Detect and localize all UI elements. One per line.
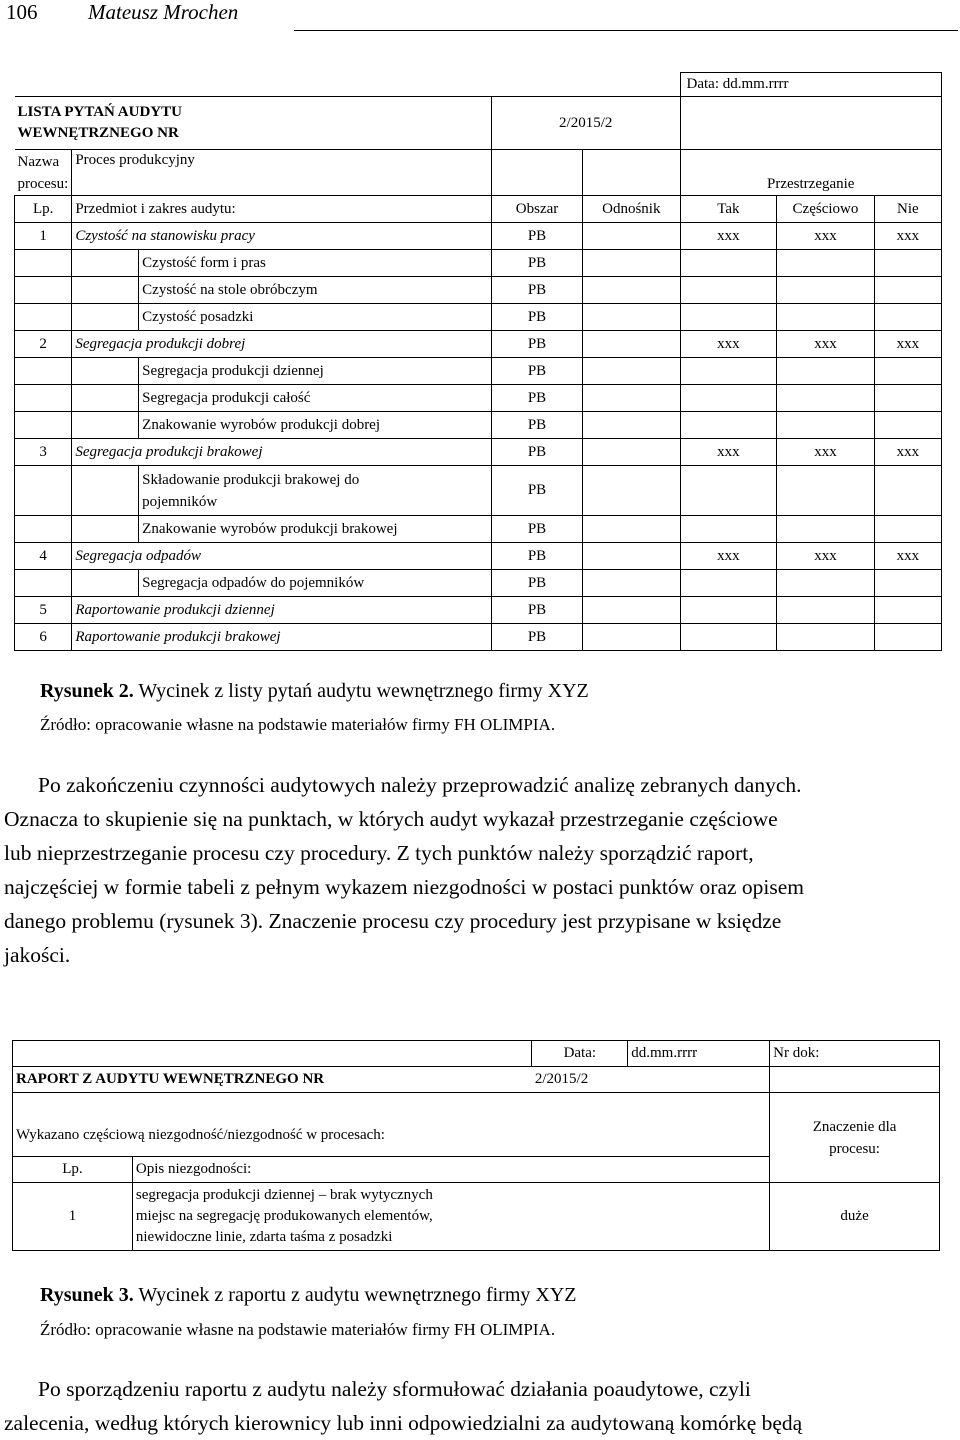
page-number: 106 [6,0,38,24]
figure-2-label: Rysunek 2. [40,680,134,702]
figure-2-caption [40,680,589,703]
table-row: Znakowanie wyrobów produkcji dobrej PB [15,412,942,439]
significance-label-2: procesu: [829,1140,880,1157]
table-row: 2 Segregacja produkcji dobrej PB xxx xxx xxx [15,331,942,358]
table-row: 6 Raportowanie produkcji brakowej PB [15,624,942,651]
compliance-label: Przestrzeganie [680,150,942,196]
body-paragraph-1: Po zakończeniu czynności audytowych należy przeprowadzić analizę zebranych danych. Oznacza to skupienie się na punktach, w których audyt wykazał przestrzeganie częściowe lub nieprzestrzeganie procesu czy procedury. Z tych punktów należy sporządzić raport, najczęściej w formie tabeli z pełnym wykazem niezgodności w postaci punktów oraz opisem danego problemu (rysunek 3). Znaczenie procesu czy procedury jest przypisane w księdze jakości. [4,773,805,967]
figure-3-title: Wycinek z raportu z audytu wewnętrznego firmy XYZ [133,1284,577,1306]
table-row: 5 Raportowanie produkcji dziennej PB [15,597,942,624]
table-row: Segregacja produkcji dziennej PB [15,358,942,385]
audit-list-table [14,72,942,651]
col-area: Obszar [491,196,582,223]
report-number: 2/2015/2 [532,1067,770,1093]
col-partial: Częściowo [777,196,875,223]
figure-2-title: Wycinek z listy pytań audytu wewnętrznego firmy XYZ [133,680,589,702]
process-value: Proces produkcyjny [72,150,492,196]
col-lp: Lp. [15,196,72,223]
table-row: Składowanie produkcji brakowej do pojemników PB [15,466,942,516]
table-row: Znakowanie wyrobów produkcji brakowej PB [15,516,942,543]
running-head-author: Mateusz Mrochen [88,0,239,24]
report-doc-no: Nr dok: [770,1041,940,1067]
table-row: Czystość form i pras PB [15,250,942,277]
figure-2-source: Źródło: opracowanie własne na podstawie materiałów firmy FH OLIMPIA. [40,715,556,734]
table-row: Segregacja odpadów do pojemników PB [15,570,942,597]
table-row: 3 Segregacja produkcji brakowej PB xxx xxx xxx [15,439,942,466]
figure-3-source: Źródło: opracowanie własne na podstawie materiałów firmy FH OLIMPIA. [40,1320,556,1339]
col-yes: Tak [680,196,777,223]
report-title: RAPORT Z AUDYTU WEWNĘTRZNEGO NR [13,1067,532,1093]
report-col-desc: Opis niezgodności: [132,1157,769,1183]
header-rule [294,30,958,31]
col-ref: Odnośnik [583,196,680,223]
body-paragraph-2: Po sporządzeniu raportu z audytu należy sformułować działania poaudytowe, czyli zalecenia, według których kierownicy lub inni odpowiedzialni za audytowaną komórkę będą [4,1377,803,1435]
col-subject: Przedmiot i zakres audytu: [72,196,492,223]
date-label: Data: dd.mm.rrrr [680,73,942,97]
figure-3-caption [40,1284,577,1307]
table-row: Czystość posadzki PB [15,304,942,331]
table-row: 1 Czystość na stanowisku pracy PB xxx xxx xxx [15,223,942,250]
table-row: 4 Segregacja odpadów PB xxx xxx xxx [15,543,942,570]
report-shown-label: Wykazano częściową niezgodność/niezgodność w procesach: [13,1093,770,1157]
process-label-1: Nazwa [17,153,60,170]
table-row: Czystość na stole obróbczym PB [15,277,942,304]
significance-label-1: Znaczenie dla [812,1118,897,1135]
col-no: Nie [874,196,941,223]
report-col-lp: Lp. [13,1157,133,1183]
audit-report-table [12,1040,940,1251]
audit-list-number: 2/2015/2 [491,97,680,150]
table-row: Segregacja produkcji całość PB [15,385,942,412]
figure-3-label: Rysunek 3. [40,1284,134,1306]
audit-list-title-2: WEWNĘTRZNEGO NR [17,125,179,141]
process-label-2: procesu: [17,175,69,192]
report-date-value: dd.mm.rrrr [628,1041,770,1067]
audit-list-title-1: LISTA PYTAŃ AUDYTU [17,104,182,120]
report-date-label: Data: [532,1041,628,1067]
table-row: 1 segregacja produkcji dziennej – brak wytycznych miejsc na segregację produkowanych elementów, niewidoczne linie, zdarta taśma z posadzki duże [13,1183,940,1251]
